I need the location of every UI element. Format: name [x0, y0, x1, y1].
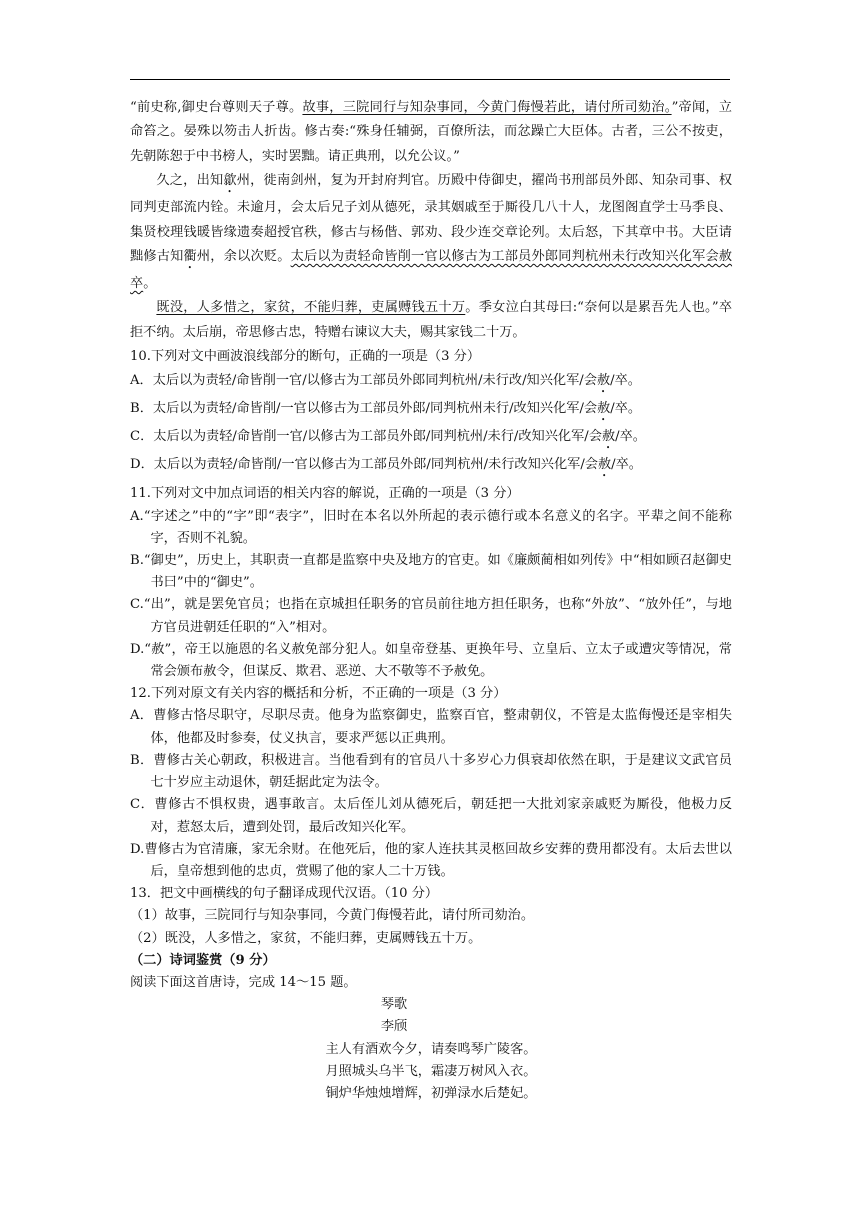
q10-stem: 10.下列对文中画波浪线部分的断句，正确的一项是（3 分）: [130, 349, 481, 365]
document-page: [130, 96, 732, 1105]
q10-option-a: [130, 368, 732, 396]
p3-text-b: 。季女泣白其母曰:“奈何以是累吾先人也。”卒拒不纳。太后崩，帝思修古忠，特赠右谏议大夫，赐其家钱二十万。: [130, 300, 733, 340]
p3-underlined-sentence: 既没，人多惜之，家贫，不能归葬，吏属赙钱五十万: [156, 300, 466, 316]
q12-option-a: A．曹修古恪尽职守，尽职尽责。他身为监察御史，监察百官，整肃朝仪，不管是太监侮慢还是宰相失体，他都及时参奏，仗义执言，要求严惩以正典刑。: [130, 708, 732, 746]
p2-wavy-sentence: 太后以为责轻命皆削一官以修古为工部员外郎同判杭州未行改知兴化军会赦卒: [130, 249, 733, 292]
q10-option-a-dot: 赦: [596, 373, 611, 389]
p2-dotted-char-1: 歙: [223, 173, 237, 189]
q10-option-b-end: /卒。: [610, 401, 642, 417]
section-2-heading: （二）诗词鉴赏（9 分）: [130, 952, 276, 968]
p2-text-a: 久之，出知: [156, 173, 224, 189]
q10-option-c: [130, 424, 732, 452]
poem-author: 李颀: [380, 1019, 408, 1035]
p1-text-a: “前史称,御史台尊则天子尊。: [130, 100, 303, 115]
p2-text-c: 州，余以次贬。: [196, 249, 291, 265]
q10-option-b-text: B．太后以为责轻/命皆削/一官以修古为工部员外郎/同判杭州未行/改知兴化军/会: [130, 401, 598, 417]
header-rule: [130, 79, 730, 80]
q10-option-c-end: /卒。: [615, 429, 646, 445]
q11-option-d: D.“赦”，帝王以施恩的名义赦免部分犯人。如皇帝登基、更换年号、立皇后、立太子或遭灾等情况，常常会颁布赦令，但谋反、欺君、恶逆、大不敬等不予赦免。: [130, 641, 732, 680]
q10-option-d-text: D．太后以为责轻/命皆削/一官以修古为工部员外郎/同判杭州/未行改知兴化军/会: [130, 457, 598, 473]
q12-option-c: C．曹修古不惧权贵，遇事敢言。太后侄儿刘从德死后，朝廷把一大批刘家亲戚贬为厮役，他极力反对，惹怒太后，遭到处罚，最后改知兴化军。: [130, 797, 732, 835]
q10-option-a-end: /卒。: [610, 373, 641, 389]
q10-option-c-dot: 赦: [601, 429, 616, 445]
passage-paragraph-3: [130, 296, 732, 345]
passage-paragraph-1: [130, 96, 732, 169]
q12-stem: 12.下列对原文有关内容的概括和分析，不正确的一项是（3 分）: [130, 686, 507, 702]
q13-item-2: （2）既没，人多惜之，家贫，不能归葬，吏属赙钱五十万。: [130, 930, 482, 946]
q11-option-a: A.“字述之”中的“字”即“表字”，旧时在本名以外所起的表示德行或本名意义的名字。平辈之间不能称字，否则不礼貌。: [130, 508, 732, 546]
q12-option-b: B．曹修古关心朝政，积极进言。当他看到有的官员八十多岁心力俱衰却依然在职，于是建议文武官员七十岁应主动退休，朝廷据此定为法令。: [130, 752, 732, 791]
q11-option-b: B.“御史”，历史上，其职责一直都是监察中央及地方的官吏。如《廉颇蔺相如列传》中“相如顾召赵御史书曰”中的“御史”。: [130, 553, 732, 591]
p2-dotted-char-2: 衢: [183, 249, 197, 265]
p1-underlined-sentence: 故事，三院同行与知杂事同，今黄门侮慢若此，请付所司劾治。: [302, 100, 672, 115]
p2-text-d: 。: [143, 276, 157, 292]
p2-text-b: 州，徙南剑州，复为开封府判官。历殿中侍御史，擢尚书刑部员外郎、知杂司事、权同判吏部流内铨。未逾月，会太后兄子刘从德死，录其姻戚至于厮役几八十人，龙图阁直学士马季良、集贤校理钱暖皆缘遗奏超授官秩，修古与杨偕、郭劝、段少连交章论列。太后怒，下其章中书。大臣请黜修古知: [130, 173, 733, 265]
q11-option-c: C.“出”，就是罢免官员；也指在京城担任职务的官员前往地方担任职务，也称“外放”、“放外任”，与地方官员进朝廷任职的“入”相对。: [130, 597, 732, 635]
q10-option-d-dot: 赦: [597, 457, 612, 473]
q10-option-b: [130, 396, 732, 424]
q13-item-1: （1）故事，三院同行与知杂事同，今黄门侮慢若此，请付所司劾治。: [130, 908, 535, 924]
q11-stem: 11.下列对文中加点词语的相关内容的解说，正确的一项是（3 分）: [130, 486, 520, 502]
q12-option-d: D.曹修古为官清廉，家无余财。在他死后，他的家人连扶其灵柩回故乡安葬的费用都没有。太后去世以后，皇帝想到他的忠贞，赏赐了他的家人二十万钱。: [130, 841, 732, 879]
section-2-intro: 阅读下面这首唐诗，完成 14～15 题。: [130, 974, 357, 990]
q13-stem: 13．把文中画横线的句子翻译成现代汉语。（10 分）: [130, 886, 439, 902]
poem-line-2: 月照城头乌半飞，霜凄万树风入衣。: [325, 1063, 537, 1079]
q10-option-a-text: A．太后以为责轻/命皆削一官/以修古为工部员外郎同判杭州/未行改/知兴化军/会: [130, 373, 597, 389]
poem-line-1: 主人有酒欢今夕，请奏鸣琴广陵客。: [325, 1041, 537, 1057]
p1-text-b: ”帝闻，立命笞之。晏殊以笏击人折齿。修古奏:“殊身任辅弼，百僚所法，而忿躁亡大臣体。古者，三公不按吏，先朝陈恕于中书榜人，实时罢黜。请正典刑，以允公议。”: [130, 100, 732, 164]
q10-option-c-text: C．太后以为责轻/命皆削一官/以修古为工部员外郎/同判杭州/未行/改知兴化军/会: [130, 429, 602, 445]
q10-option-d-end: /卒。: [611, 457, 642, 473]
q10-option-b-dot: 赦: [597, 401, 611, 417]
poem-line-3: 铜炉华烛烛增辉，初弹渌水后楚妃。: [325, 1085, 537, 1101]
passage-paragraph-2: [130, 169, 732, 296]
poem-title: 琴歌: [380, 997, 408, 1013]
q10-option-d: [130, 452, 732, 480]
